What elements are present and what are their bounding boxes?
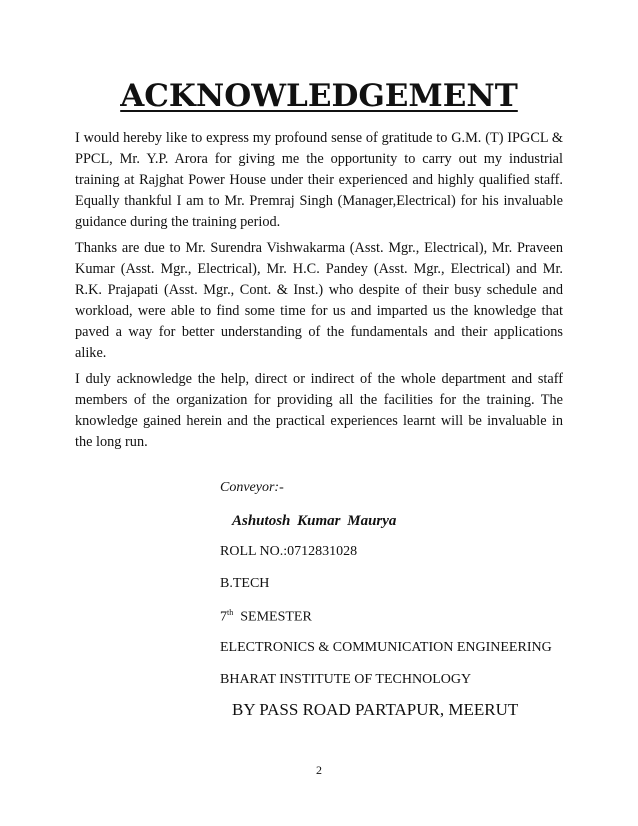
degree: B.TECH — [220, 576, 270, 591]
conveyor-label: Conveyor:- — [220, 480, 284, 495]
semester — [220, 608, 312, 626]
paragraph-gratitude: I would hereby like to express my profound sense of gratitude to G.M. (T) IPGCL & PPCL, Mr. Y.P. Arora for giving me the opportunity to carry out my industrial training at Rajghat Power House under their experienced and highly qualified staff. Equally thankful I am to Mr. Premraj Singh (Manager,Electrical) for his invaluable guidance during the training period. — [75, 130, 563, 231]
roll-number: ROLL NO.:0712831028 — [220, 544, 358, 559]
page-number: 2 — [316, 763, 322, 777]
page-title: ACKNOWLEDGEMENT — [120, 78, 518, 114]
semester-label: SEMESTER — [240, 609, 312, 625]
institute: BHARAT INSTITUTE OF TECHNOLOGY — [220, 672, 472, 687]
department: ELECTRONICS & COMMUNICATION ENGINEERING — [220, 640, 552, 655]
semester-number: 7 — [220, 609, 227, 625]
paragraph-acknowledge: I duly acknowledge the help, direct or indirect of the whole department and staff members of the organization for providing all the facilities for the training. The knowledge gained herein and the practical experiences learnt will be invaluable in the long run. — [75, 371, 563, 451]
author-name: Ashutosh Kumar Maurya — [232, 513, 397, 529]
address: BY PASS ROAD PARTAPUR, MEERUT — [232, 700, 519, 719]
paragraph-thanks: Thanks are due to Mr. Surendra Vishwakarma (Asst. Mgr., Electrical), Mr. Praveen Kumar (Asst. Mgr., Electrical), Mr. H.C. Pandey (Asst. Mgr., Electrical) and Mr. R.K. Prajapati (Asst. Mgr., Cont. & Inst.) who despite of their busy schedule and workload, were able to find some time for us and imparted us the knowledge that paved a way for better understanding of the fundamentals and their applications alike. — [75, 240, 563, 362]
semester-suffix: th — [227, 608, 234, 617]
